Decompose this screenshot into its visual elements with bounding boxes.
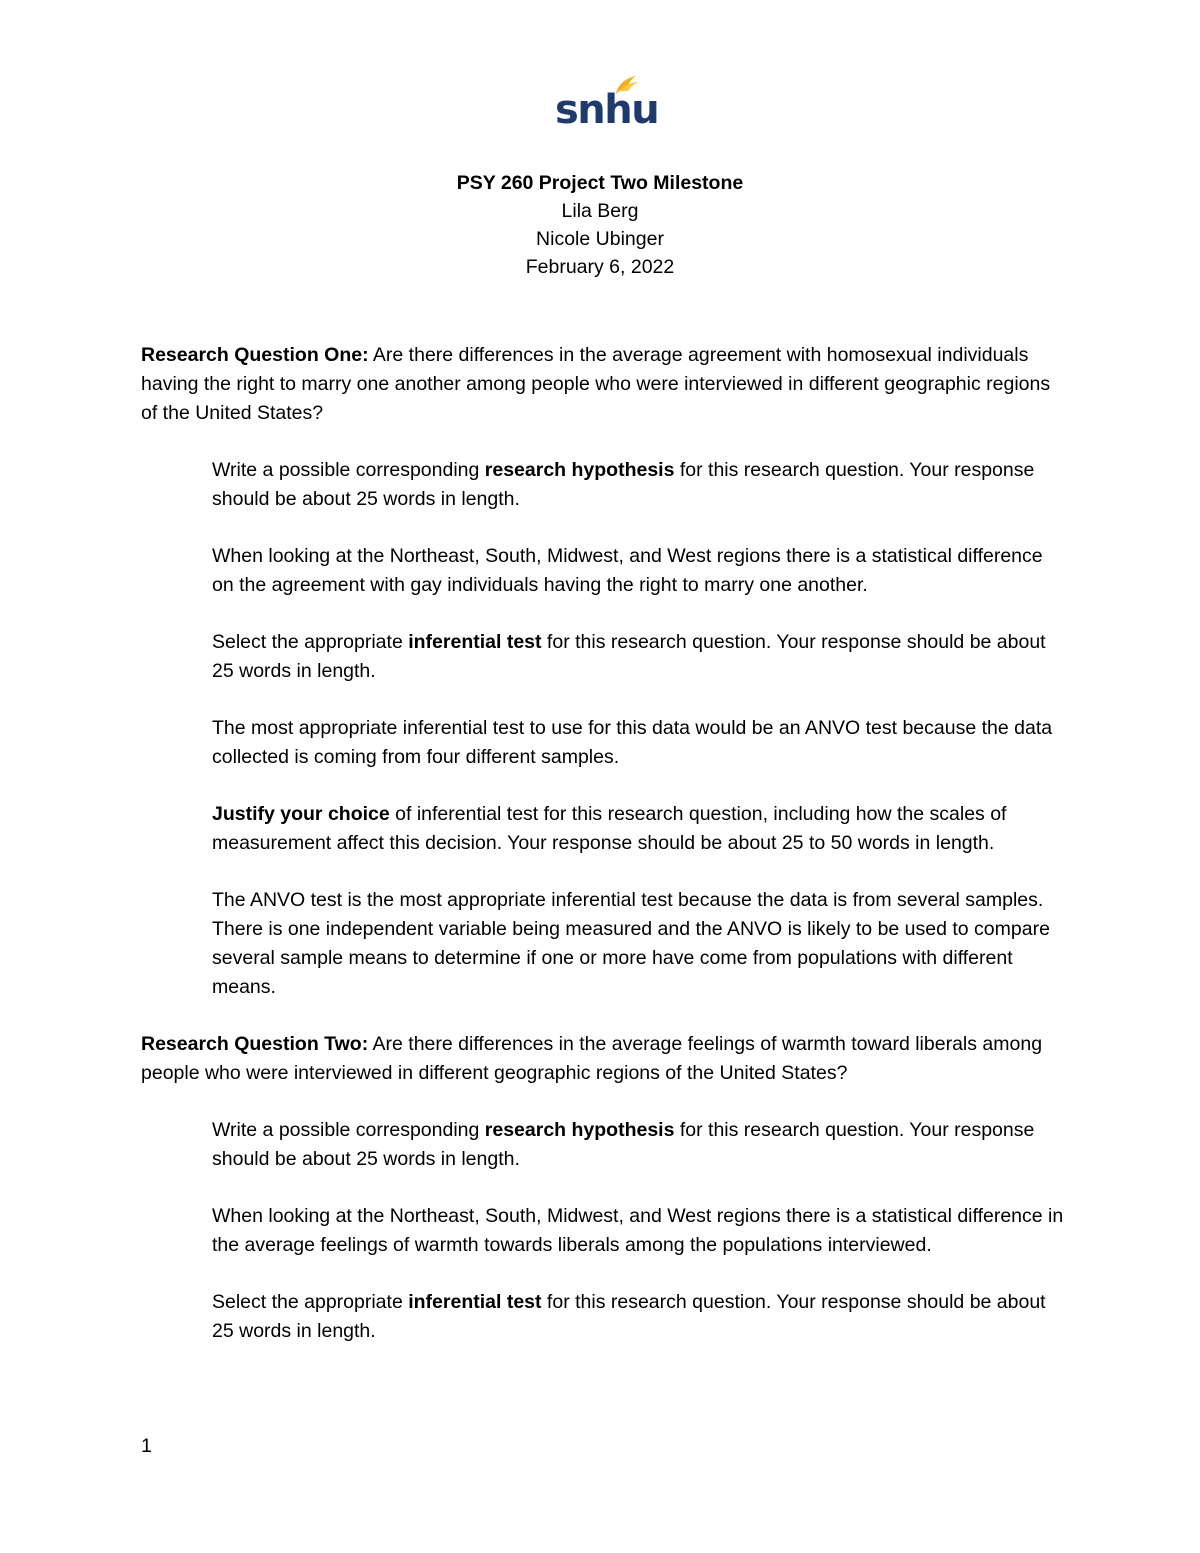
document-body (141, 341, 1071, 1346)
question-two-responses (212, 1116, 1067, 1346)
prompt-bold: research hypothesis (484, 459, 675, 481)
research-question-one (141, 341, 1071, 428)
q1-test-answer: The most appropriate inferential test to use for this data would be an ANVO test because the data collected is coming from four different samples. (212, 717, 1053, 768)
prompt-bold: inferential test (408, 631, 542, 653)
prompt-bold: inferential test (408, 1291, 542, 1313)
document-title: PSY 260 Project Two Milestone (456, 172, 744, 194)
snhu-logo (550, 72, 659, 136)
q1-justify-answer: The ANVO test is the most appropriate inferential test because the data is from several samples. There is one independent variable being measured and the ANVO is likely to be used to compare several sample means to determine if one or more have come from populations with different means. (212, 889, 1050, 998)
prompt-text: of inferential test for this research question, including how the scales of measurement affect this decision. Your response should be about 25 to 50 words in length. (212, 803, 1007, 854)
document-header (0, 169, 1200, 281)
q2-hypothesis-answer: When looking at the Northeast, South, Midwest, and West regions there is a statistical difference in the average feelings of warmth towards liberals among the populations interviewed. (212, 1205, 1064, 1256)
prompt-bold: Justify your choice (212, 803, 390, 825)
logo-wordmark: snhu (555, 87, 659, 133)
prompt-text: Select the appropriate (212, 631, 409, 653)
prompt-text: for this research question. Your response should be about 25 words in length. (212, 459, 1035, 510)
q1-test-prompt (212, 628, 1067, 686)
page-number: 1 (141, 1435, 152, 1457)
question-one-label: Research Question One: (141, 344, 369, 366)
prompt-text: for this research question. Your response should be about 25 words in length. (212, 631, 1046, 682)
question-one-responses (212, 456, 1067, 1002)
instructor-name: Nicole Ubinger (536, 228, 664, 250)
prompt-text: Write a possible corresponding (212, 459, 485, 481)
q1-justify-prompt (212, 800, 1067, 858)
question-one-text: Are there differences in the average agreement with homosexual individuals having the right to marry one another among people who were interviewed in different geographic regions of the United States? (141, 344, 1051, 424)
question-two-label: Research Question Two: (141, 1033, 369, 1055)
prompt-text: for this research question. Your response should be about 25 words in length. (212, 1291, 1046, 1342)
prompt-text: for this research question. Your response should be about 25 words in length. (212, 1119, 1035, 1170)
prompt-text: Select the appropriate (212, 1291, 409, 1313)
prompt-bold: research hypothesis (484, 1119, 675, 1141)
document-date: February 6, 2022 (525, 256, 675, 278)
q2-test-prompt (212, 1288, 1067, 1346)
q1-hypothesis-answer: When looking at the Northeast, South, Midwest, and West regions there is a statistical difference on the agreement with gay individuals having the right to marry one another. (212, 545, 1043, 596)
research-question-two (141, 1030, 1071, 1088)
q1-hypothesis-prompt (212, 456, 1067, 514)
q2-hypothesis-prompt (212, 1116, 1067, 1174)
prompt-text: Write a possible corresponding (212, 1119, 485, 1141)
author-name: Lila Berg (561, 200, 639, 222)
question-two-text: Are there differences in the average feelings of warmth toward liberals among people who were interviewed in different geographic regions of the United States? (141, 1033, 1043, 1084)
